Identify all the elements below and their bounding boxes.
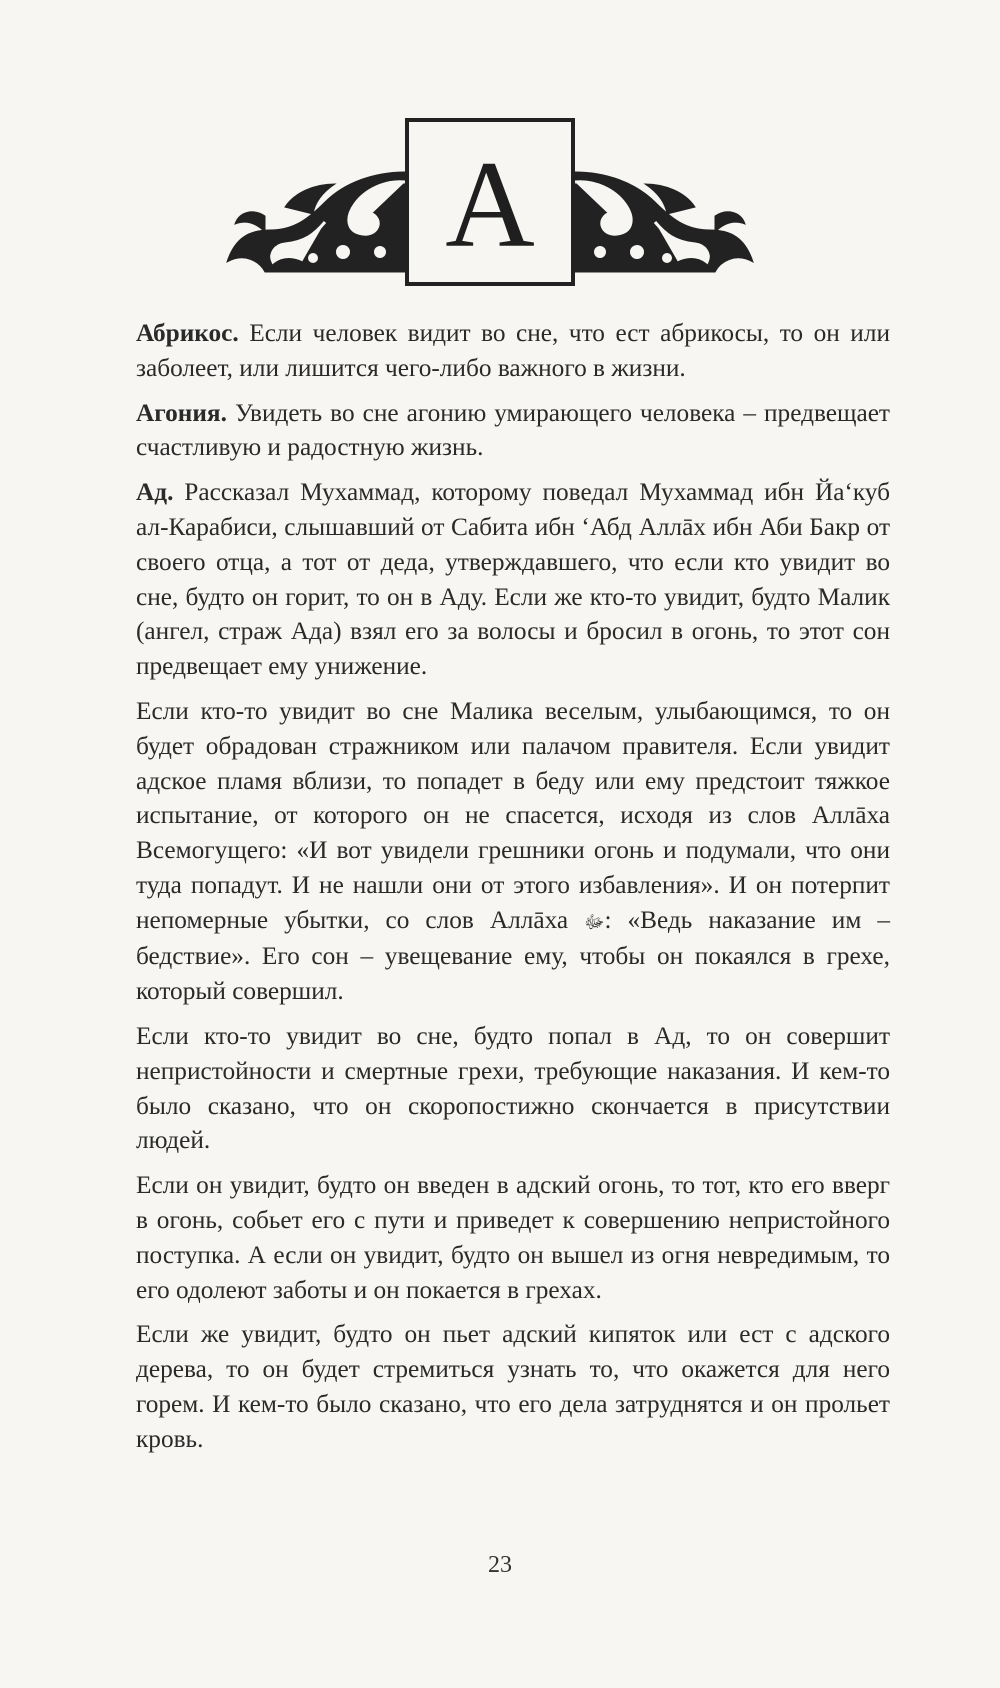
entry-text: Рассказал Мухаммад, которому поведал Мухаммад ибн Йа‘куб ал-Карабиси, слышавший от Сабита ибн ‘Абд Аллāх ибн Аби Бакр от своего отца, а тот от деда, утверждавшего, что если кто увидит во сне, будто он горит, то он в Аду. Если же кто-то увидит, будто Малик (ангел, страж Ада) взял его за волосы и бросил в огонь, то этот сон предвещает ему унижение. <box>136 478 890 681</box>
entry-term: Агония. <box>136 398 227 427</box>
chapter-letter: А <box>445 136 535 273</box>
chapter-letter-box <box>405 118 575 286</box>
paragraph <box>130 1019 890 1158</box>
paragraph-text: Если кто-то увидит во сне Малика веселым, улыбающимся, то он будет обрадован стражником или палачом правителя. Если увидит адское пламя вблизи, то попадет в беду или ему предстоит тяжкое испытание, от которого он не спасется, исходя из слов Аллāха Всемогущего: «И вот увидели грешники огонь и подумали, что они туда попадут. И не нашли они от этого избавления». И он потерпит непомерные убытки, со слов Аллāха <box>136 696 890 934</box>
article-body <box>130 316 890 1466</box>
entry-apricot <box>130 316 890 386</box>
paragraph <box>130 1317 890 1456</box>
honorific-symbol: ﷻ <box>584 911 605 932</box>
entry-term: Абрикос. <box>136 319 239 347</box>
entry-text: Если человек видит во сне, что ест абрикосы, то он или заболеет, или лишится чего-либо важного в жизни. <box>136 319 890 382</box>
paragraph <box>130 694 890 1009</box>
entry-hell <box>130 475 890 684</box>
paragraph-text: Если же увидит, будто он пьет адский кипяток или ест с адского дерева, то он будет стремиться узнать то, что окажется для него горем. И кем-то было сказано, что его дела затруднятся и он прольет кровь. <box>136 1320 890 1453</box>
entry-text: Увидеть во сне агонию умирающего человека – предвещает счастливую и радостную жизнь. <box>136 398 890 462</box>
paragraph <box>130 1168 890 1307</box>
entry-term: Ад. <box>136 478 174 507</box>
chapter-header <box>225 112 755 290</box>
page-number: 23 <box>488 1552 512 1578</box>
paragraph-text: : «Ведь наказание им – бедствие». Его сон – увещевание ему, чтобы он покаялся в грехе, который совершил. <box>136 905 890 1006</box>
paragraph-text: Если он увидит, будто он введен в адский огонь, то тот, кто его вверг в огонь, собьет его с пути и приведет к совершению непристойного поступка. А если он увидит, будто он вышел из огня невредимым, то его одолеют заботы и он покается в грехах. <box>136 1171 890 1304</box>
paragraph-text: Если кто-то увидит во сне, будто попал в Ад, то он совершит непристойности и смертные грехи, требующие наказания. И кем-то было сказано, что он скоропостижно скончается в присутствии людей. <box>136 1021 890 1155</box>
entry-agony <box>130 396 890 466</box>
